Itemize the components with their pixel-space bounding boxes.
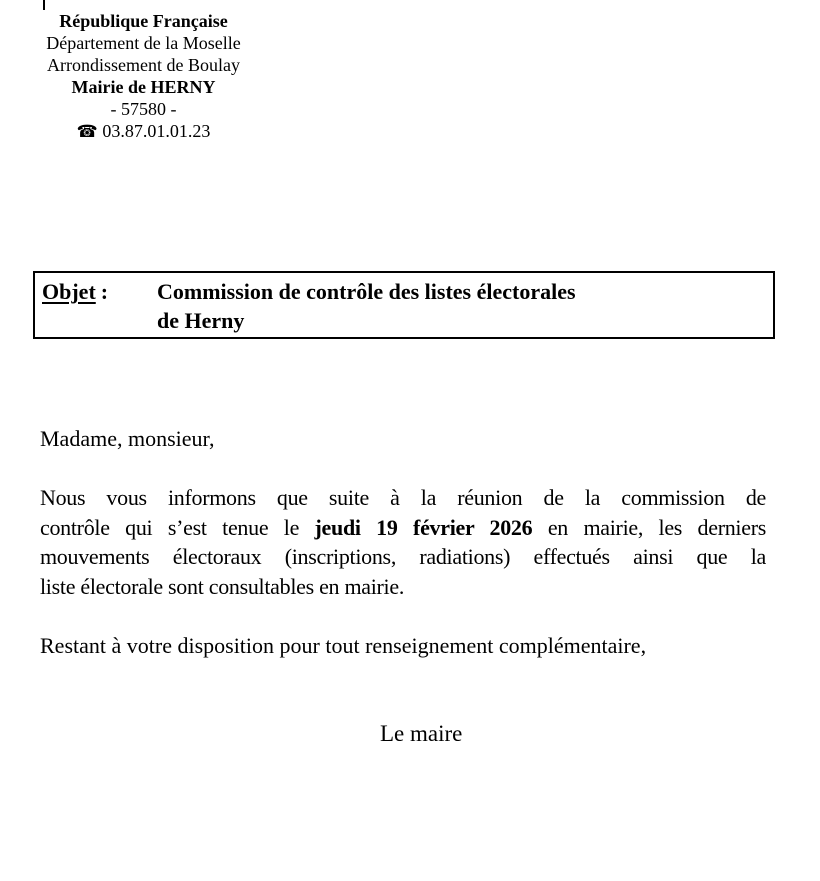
closing-line: Restant à votre disposition pour tout renseignement complémentaire, bbox=[40, 633, 647, 658]
subject-label-text: Objet bbox=[42, 279, 96, 304]
letterhead-mairie: Mairie de HERNY bbox=[71, 77, 216, 97]
salutation: Madame, monsieur, bbox=[40, 426, 215, 451]
letterhead-postal-code: - 57580 - bbox=[110, 99, 177, 119]
subject-box bbox=[33, 271, 775, 339]
signature-title: Le maire bbox=[380, 721, 463, 746]
subject-title-line2: de Herny bbox=[157, 308, 245, 333]
subject-label bbox=[42, 277, 157, 306]
phone-number: 03.87.01.01.23 bbox=[102, 121, 211, 141]
paragraph-line2-post: en mairie, les derniers bbox=[532, 514, 766, 540]
letterhead-republic: République Française bbox=[59, 11, 228, 31]
paragraph-line bbox=[40, 513, 766, 543]
subject-title-line1: Commission de contrôle des listes électorales bbox=[157, 279, 576, 304]
text-cursor-mark bbox=[43, 0, 45, 10]
letterhead-phone-line bbox=[36, 120, 251, 143]
body-paragraph bbox=[40, 483, 766, 601]
letterhead-arrondissement: Arrondissement de Boulay bbox=[47, 55, 240, 75]
letterhead-department: Département de la Moselle bbox=[46, 33, 241, 53]
paragraph-line: mouvements électoraux (inscriptions, radiations) effectués ainsi que la bbox=[40, 544, 766, 569]
subject-title bbox=[157, 277, 773, 335]
meeting-date: jeudi 19 février 2026 bbox=[314, 514, 533, 540]
paragraph-line: liste électorale sont consultables en mairie. bbox=[40, 573, 405, 599]
phone-icon: ☎ bbox=[76, 122, 98, 142]
paragraph-line2-pre: contrôle qui s’est tenue le bbox=[40, 514, 315, 540]
subject-colon: : bbox=[100, 279, 109, 304]
paragraph-line: Nous vous informons que suite à la réunion de la commission de bbox=[40, 485, 766, 510]
letterhead bbox=[36, 10, 251, 143]
